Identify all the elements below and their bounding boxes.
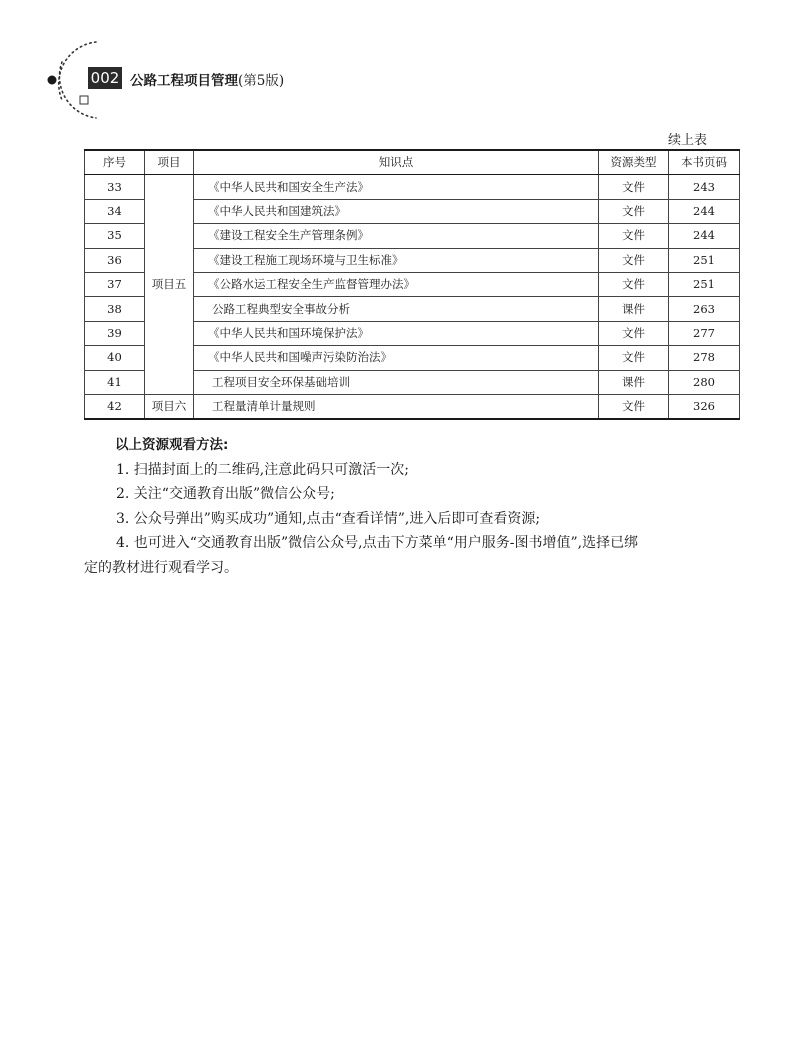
page-header — [0, 0, 790, 120]
row-page: 278 — [669, 346, 740, 370]
header-page: 本书页码 — [669, 150, 740, 175]
row-no: 42 — [85, 394, 145, 419]
header-topic: 知识点 — [194, 150, 599, 175]
row-type: 文件 — [599, 199, 669, 223]
row-type: 文件 — [599, 224, 669, 248]
table-row — [85, 175, 740, 199]
bullet-dot — [48, 76, 57, 85]
row-topic: 《中华人民共和国噪声污染防治法》 — [194, 346, 599, 370]
row-page: 326 — [669, 394, 740, 419]
instruction-step-1: 1. 扫描封面上的二维码,注意此码只可激活一次; — [116, 461, 409, 478]
header-project: 项目 — [145, 150, 194, 175]
row-no: 33 — [85, 175, 145, 199]
decorative-arc — [0, 0, 130, 120]
book-title — [130, 69, 284, 89]
row-page: 243 — [669, 175, 740, 199]
row-page: 263 — [669, 297, 740, 321]
book-edition: (第5版) — [238, 73, 285, 89]
row-type: 文件 — [599, 272, 669, 296]
instruction-step-4: 4. 也可进入“交通教育出版”微信公众号,点击下方菜单“用户服务-图书增值”,选择已绑 — [116, 535, 639, 551]
row-no: 35 — [85, 224, 145, 248]
row-page: 277 — [669, 321, 740, 345]
row-topic: 《公路水运工程安全生产监督管理办法》 — [194, 272, 599, 296]
row-no: 41 — [85, 370, 145, 394]
row-no: 36 — [85, 248, 145, 272]
instructions-title: 以上资源观看方法: — [115, 437, 229, 453]
page-number: 002 — [88, 67, 122, 89]
row-page: 251 — [669, 272, 740, 296]
project-cell: 项目五 — [145, 175, 194, 395]
row-no: 38 — [85, 297, 145, 321]
row-type: 文件 — [599, 394, 669, 419]
resource-table — [84, 149, 740, 420]
row-type: 文件 — [599, 321, 669, 345]
row-page: 244 — [669, 224, 740, 248]
table-row — [85, 394, 740, 419]
row-topic: 《中华人民共和国环境保护法》 — [194, 321, 599, 345]
row-page: 251 — [669, 248, 740, 272]
row-no: 40 — [85, 346, 145, 370]
row-type: 文件 — [599, 175, 669, 199]
small-square — [80, 96, 88, 104]
project-cell: 项目六 — [145, 394, 194, 419]
continued-label: 续上表 — [667, 133, 707, 148]
row-type: 课件 — [599, 297, 669, 321]
row-topic: 公路工程典型安全事故分析 — [194, 297, 599, 321]
row-no: 37 — [85, 272, 145, 296]
instruction-step-2: 2. 关注“交通教育出版”微信公众号; — [116, 486, 335, 502]
header-no: 序号 — [85, 150, 145, 175]
instruction-step-4-continued: 定的教材进行观看学习。 — [84, 559, 238, 576]
table-header-row — [85, 150, 740, 175]
header-type: 资源类型 — [599, 150, 669, 175]
instruction-step-3: 3. 公众号弹出”购买成功”通知,点击“查看详情”,进入后即可查看资源; — [116, 510, 541, 527]
row-type: 文件 — [599, 346, 669, 370]
row-page: 244 — [669, 199, 740, 223]
row-topic: 工程量清单计量规则 — [194, 394, 599, 419]
row-topic: 《建设工程施工现场环境与卫生标准》 — [194, 248, 599, 272]
row-type: 课件 — [599, 370, 669, 394]
row-no: 34 — [85, 199, 145, 223]
row-topic: 工程项目安全环保基础培训 — [194, 370, 599, 394]
viewing-instructions — [84, 433, 744, 580]
row-no: 39 — [85, 321, 145, 345]
book-title-text: 公路工程项目管理 — [130, 73, 238, 89]
row-topic: 《建设工程安全生产管理条例》 — [194, 224, 599, 248]
row-page: 280 — [669, 370, 740, 394]
row-topic: 《中华人民共和国安全生产法》 — [194, 175, 599, 199]
row-type: 文件 — [599, 248, 669, 272]
row-topic: 《中华人民共和国建筑法》 — [194, 199, 599, 223]
